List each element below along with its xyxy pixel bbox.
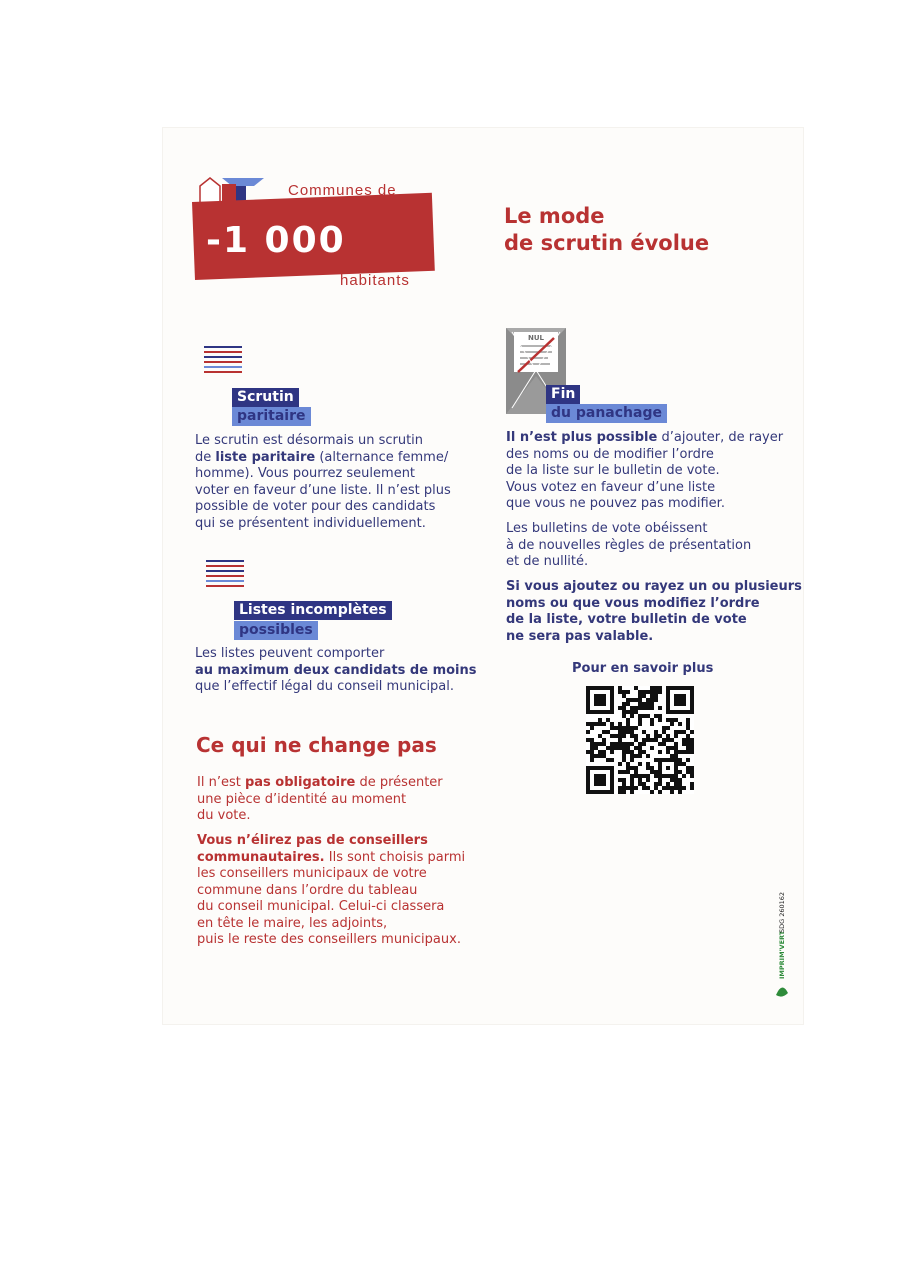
tag-possibles: possibles [234,621,318,640]
unchanged-line: les conseillers municipaux de votre [197,866,427,881]
tag-scrutin: Scrutin [232,388,299,407]
tag-fin: Fin [546,385,580,404]
tag-listes-incompletes: Listes incomplètes [234,601,392,620]
scrutin-line: de liste paritaire (alternance femme/ [195,449,449,465]
scrutin-line: homme). Vous pourrez seulement [195,466,416,481]
panachage-line: Il n’est plus possible d’ajouter, de rayer [506,430,784,445]
header-habitants: habitants [340,272,410,289]
unchanged-paragraph-1 [197,775,443,825]
unchanged-line: une pièce d’identité au moment [197,791,407,807]
unchanged-line: en tête le maire, les adjoints, [197,915,388,931]
panachage-paragraph-2 [506,521,751,571]
qr-code[interactable] [586,686,694,794]
scrutin-line: Le scrutin est désormais un scrutin [195,433,424,448]
tag-du-panachage: du panachage [546,404,667,423]
scrutin-paragraph [195,433,451,532]
panachage-line: noms ou que vous modifiez l’ordre [506,595,760,611]
header-number: -1 000 [206,220,346,261]
scrutin-line: qui se présentent individuellement. [195,515,426,531]
scrutin-line: possible de voter pour des candidats [195,499,436,514]
panachage-paragraph-1 [506,430,783,513]
svg-text:SDG 260162: SDG 260162 [778,891,786,933]
unchanged-line: communautaires. Ils sont choisis parmi [197,849,466,865]
unchanged-line: puis le reste des conseillers municipaux. [197,932,461,947]
panachage-line: et de nullité. [506,554,589,569]
panachage-paragraph-3 [506,579,802,645]
page-title-line1: Le mode [504,204,605,228]
panachage-line: ne sera pas valable. [506,628,654,644]
panachage-line: Si vous ajoutez ou rayez un ou plusieurs [506,579,802,594]
unchanged-title: Ce qui ne change pas [196,733,437,757]
panachage-line: de la liste, votre bulletin de vote [506,612,747,627]
unchanged-line: commune dans l’ordre du tableau [197,882,418,898]
listes-line: au maximum deux candidats de moins [195,662,477,678]
panachage-line: que vous ne pouvez pas modifier. [506,496,725,511]
page-title [504,203,709,257]
header-communes-de: Communes de [288,182,397,199]
unchanged-line: Il n’est pas obligatoire de présenter [197,775,443,790]
tag-paritaire: paritaire [232,407,311,426]
unchanged-line: du vote. [197,808,251,823]
panachage-line: Les bulletins de vote obéissent [506,521,708,536]
panachage-line: Vous votez en faveur d’une liste [506,479,716,495]
leaf-icon [776,987,788,996]
savoir-plus-label: Pour en savoir plus [572,661,714,676]
panachage-line: à de nouvelles règles de présentation [506,537,752,553]
page-title-line2: de scrutin évolue [504,231,710,255]
ballot-lines-icon [204,346,242,376]
unchanged-paragraph-2 [197,833,465,949]
unchanged-line: du conseil municipal. Celui-ci classera [197,899,445,914]
listes-line: Les listes peuvent comporter [195,646,385,661]
listes-paragraph [195,646,477,696]
panachage-line: des noms ou de modifier l’ordre [506,446,714,462]
listes-line: que l’effectif légal du conseil municipal. [195,679,455,694]
imprim-vert-label [772,885,792,1000]
svg-text:IMPRIM'VERT: IMPRIM'VERT [778,930,786,979]
unchanged-line: Vous n’élirez pas de conseillers [197,833,428,848]
panachage-line: de la liste sur le bulletin de vote. [506,463,720,478]
svg-text:NUL: NUL [528,334,545,342]
list-lines-icon [206,560,244,590]
scrutin-line: voter en faveur d’une liste. Il n’est plus [195,482,451,498]
